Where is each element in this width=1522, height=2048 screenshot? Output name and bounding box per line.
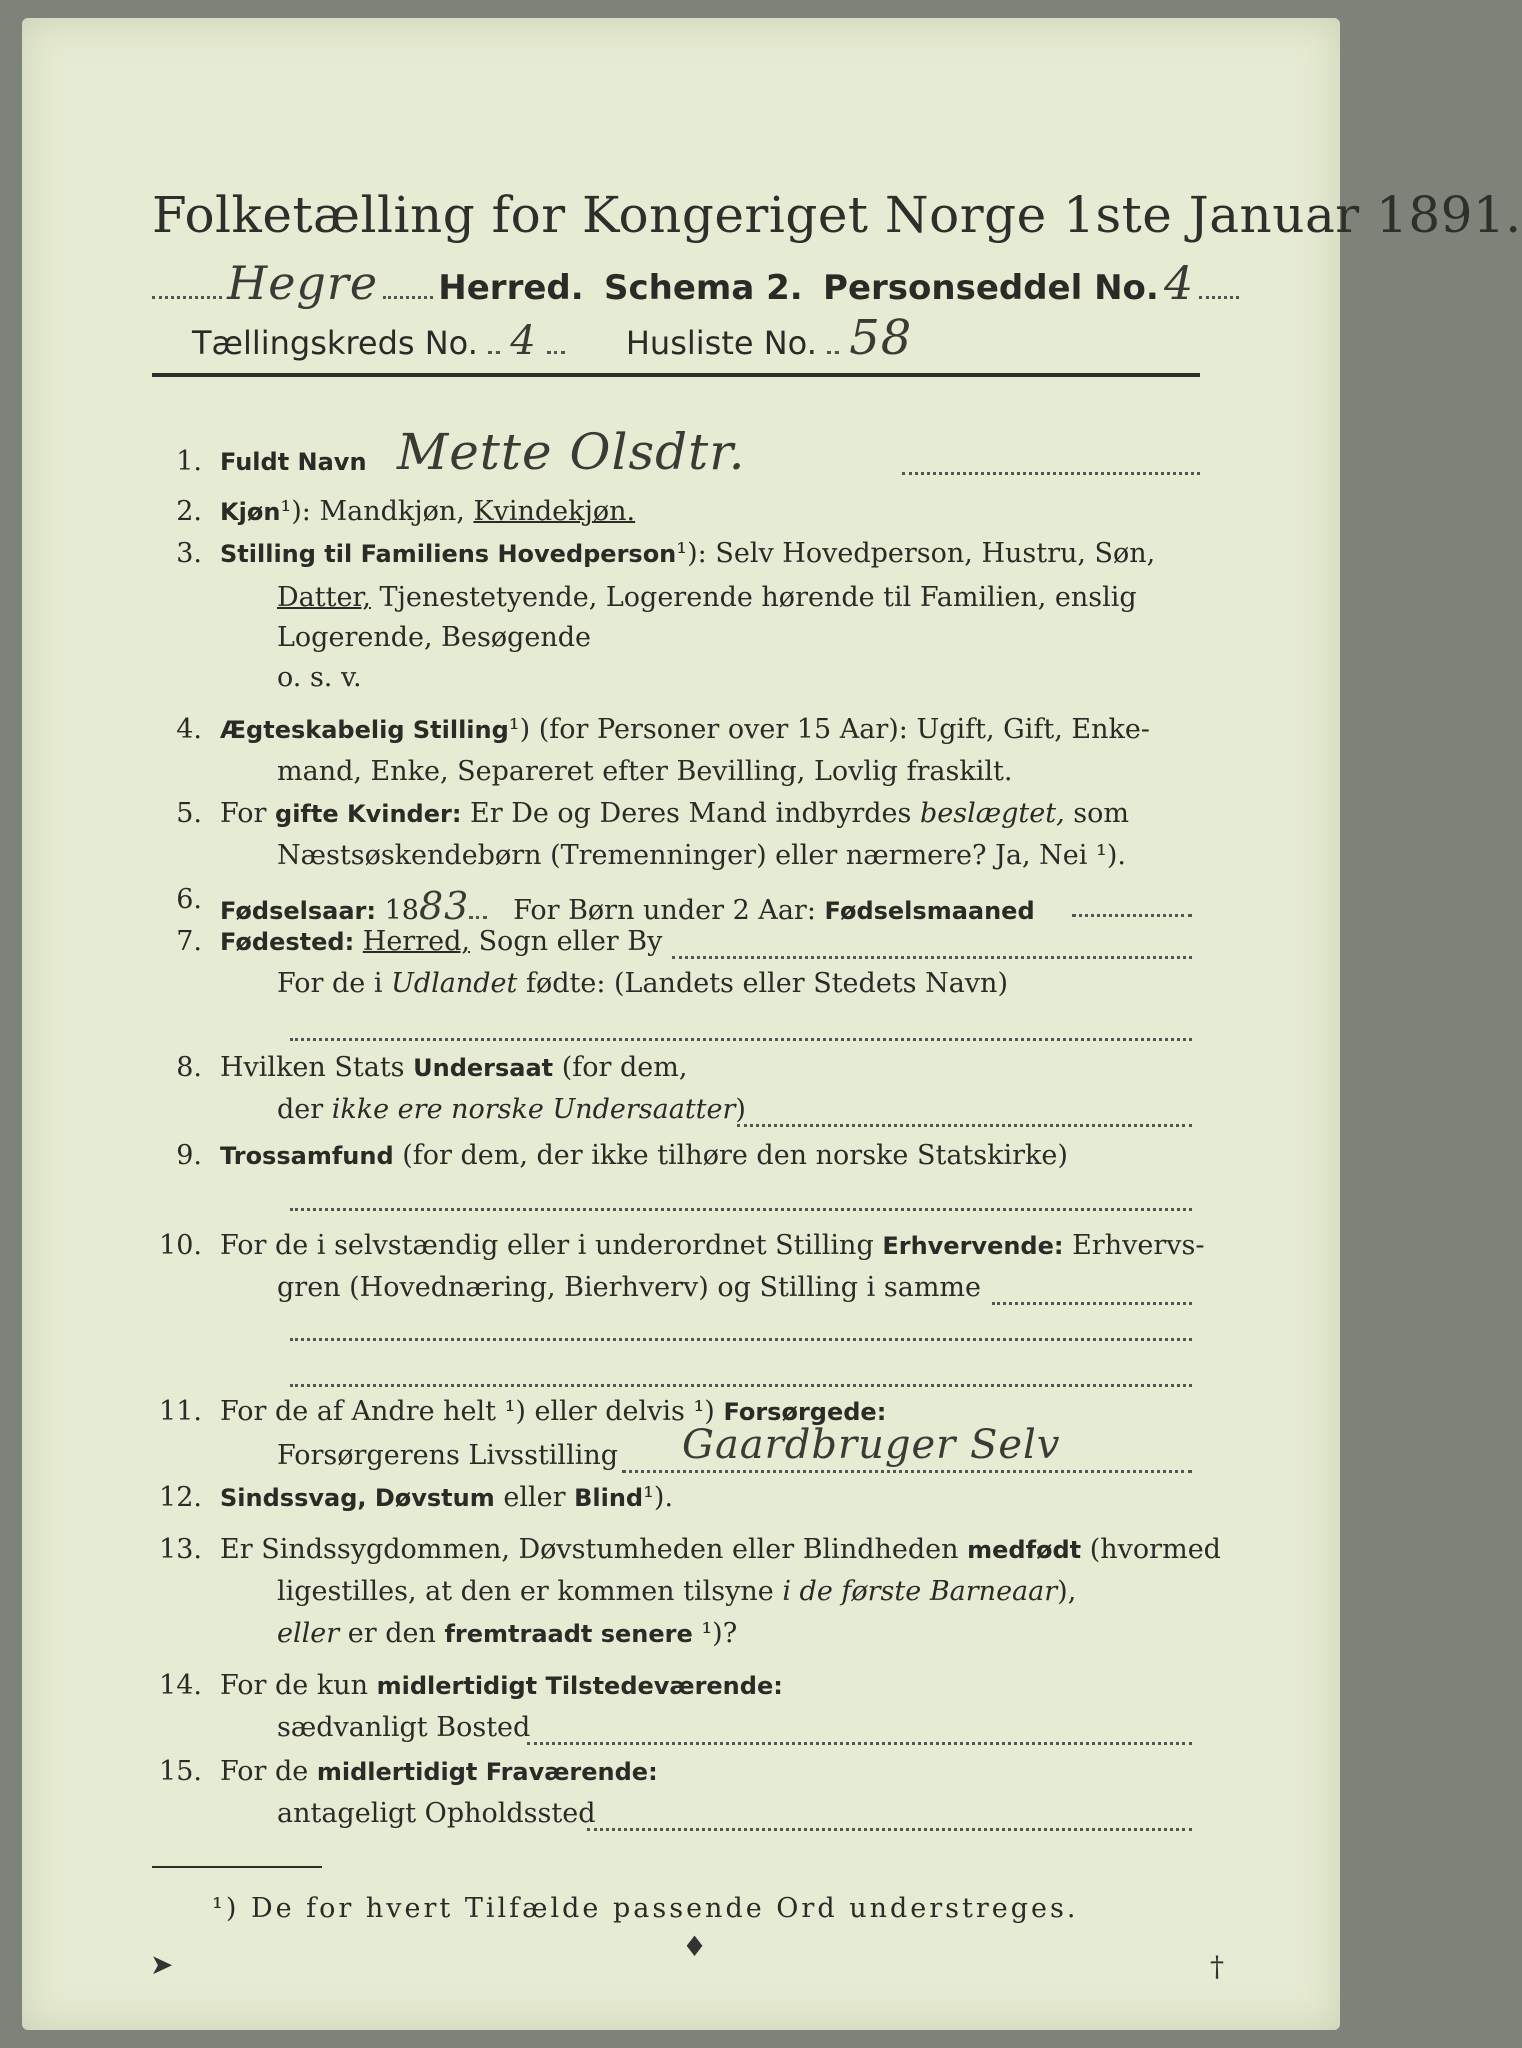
ink-mark-center: ♦ [682, 1930, 708, 1963]
q3-line2: Tjenestetyende, Logerende hørende til Familien, enslig [379, 582, 1137, 613]
q11-answer-handwritten: Gaardbruger Selv [682, 1422, 1061, 1468]
q5-line1c: som [1073, 798, 1129, 829]
q10-dotted-line-3 [290, 1384, 1192, 1387]
footnote: ¹) De for hvert Tilfælde passende Ord understreges. [212, 1893, 1079, 1924]
q6-number: 6. [176, 884, 202, 915]
q2-option-kvindekjon: Kvindekjøn. [473, 496, 636, 527]
form-title: Folketælling for Kongeriget Norge 1ste Januar 1891. [152, 186, 1522, 244]
q11-number: 11. [159, 1396, 202, 1427]
q1-number: 1. [176, 446, 202, 477]
q2-note: ¹): [280, 496, 311, 527]
q7-label: Fødested: [220, 928, 355, 956]
q13-line1b: (hvormed [1089, 1534, 1221, 1565]
q6-mid: For Børn under 2 Aar: [513, 895, 816, 926]
q6-label2: Fødselsmaaned [824, 897, 1035, 925]
q13-line3a: eller [277, 1618, 340, 1649]
q11-line1a: For de af Andre helt ¹) eller delvis ¹) [220, 1396, 715, 1427]
q8-line2b: ikke ere norske Undersaatter [331, 1094, 736, 1125]
q8-line1b: (for dem, [561, 1052, 688, 1083]
q14-label: midlertidigt Tilstedeværende: [376, 1672, 783, 1700]
q10-dotted-line [992, 1302, 1192, 1305]
q6-label: Fødselsaar: [220, 897, 376, 925]
q7-option-herred: Herred, [362, 926, 470, 957]
q14-pre: For de kun [220, 1670, 368, 1701]
q12-label1: Sindssvag, Døvstum [220, 1484, 495, 1512]
q3-number: 3. [176, 538, 202, 569]
q13-line2c: ), [1057, 1576, 1077, 1607]
q13-line1a: Er Sindssygdommen, Døvstumheden eller Blindheden [220, 1534, 959, 1565]
q4-label: Ægteskabelig Stilling [220, 716, 509, 744]
q1-answer-handwritten: Mette Olsdtr. [397, 423, 746, 481]
ink-mark-right: † [1210, 1950, 1224, 1983]
q14-line2: sædvanligt Bosted [277, 1712, 531, 1743]
q1-dotted-line [902, 472, 1200, 475]
q3-line3: Logerende, Besøgende [277, 622, 591, 653]
q10-dotted-line-2 [290, 1338, 1192, 1341]
q5-pre: For [220, 798, 267, 829]
header-rule [152, 373, 1200, 377]
q11-line2: Forsørgerens Livsstilling [277, 1440, 619, 1471]
q12-note: ¹). [643, 1482, 674, 1513]
q9-line1: (for dem, der ikke tilhøre den norske Statskirke) [402, 1140, 1068, 1171]
q10-line1b: Erhvervs- [1072, 1230, 1205, 1261]
personseddel-number: 4 [1163, 256, 1195, 310]
q8-number: 8. [176, 1052, 202, 1083]
q13-line3c: ¹)? [701, 1618, 738, 1649]
q7-rest: Sogn eller By [478, 926, 663, 957]
q3-note: ¹): [676, 538, 707, 569]
q8-line2c: ) [735, 1094, 746, 1125]
q14-dotted-line [527, 1742, 1192, 1745]
q8-dotted-line [737, 1124, 1192, 1127]
ink-mark-left: ➤ [150, 1948, 174, 1981]
q5-line1a: Er De og Deres Mand indbyrdes [470, 798, 912, 829]
q10-line1a: For de i selvstændig eller i underordnet Stilling [220, 1230, 874, 1261]
herred-label: Herred. [438, 268, 584, 308]
kreds-label: Tællingskreds No. [192, 324, 478, 362]
q14-number: 14. [159, 1670, 202, 1701]
kreds-number: 4 [510, 318, 537, 364]
q5-line1b: beslægtet, [919, 798, 1065, 829]
q6-year-handwritten: 83 [418, 884, 470, 928]
kreds-line [192, 310, 912, 366]
q2-option-mandkjon: Mandkjøn, [319, 496, 465, 527]
q4-note: ¹) [508, 714, 531, 745]
q4-line2: mand, Enke, Separeret efter Bevilling, Lovlig fraskilt. [277, 756, 1013, 787]
q8-label: Undersaat [413, 1054, 554, 1082]
q15-line2: antageligt Opholdssted [277, 1798, 596, 1829]
q7-line2a: For de i [277, 968, 383, 999]
q15-number: 15. [159, 1756, 202, 1787]
q12-mid: eller [503, 1482, 566, 1513]
q13-label3: fremtraadt senere [444, 1620, 693, 1648]
q5-label: gifte Kvinder: [275, 800, 462, 828]
q5-line2: Næstsøskendebørn (Tremenninger) eller nærmere? Ja, Nei ¹). [277, 840, 1126, 871]
q15-pre: For de [220, 1756, 309, 1787]
q10-line2: gren (Hovednæring, Bierhverv) og Stilling i samme [277, 1272, 982, 1303]
q10-label: Erhvervende: [882, 1232, 1064, 1260]
q9-dotted-line [290, 1208, 1192, 1211]
schema-label: Schema 2. [604, 268, 803, 308]
q12-label2: Blind [574, 1484, 644, 1512]
q6-dotted-line [1072, 914, 1192, 917]
q13-line2b: i de første Barneaar [782, 1576, 1058, 1607]
q9-label: Trossamfund [220, 1142, 394, 1170]
q5-number: 5. [176, 798, 202, 829]
q15-dotted-line [587, 1828, 1192, 1831]
q2-number: 2. [176, 496, 202, 527]
q3-label: Stilling til Familiens Hovedperson [220, 540, 677, 568]
q9-number: 9. [176, 1140, 202, 1171]
q3-option-datter: Datter, [277, 582, 371, 613]
husliste-label: Husliste No. [625, 324, 817, 362]
personseddel-label: Personseddel No. [823, 268, 1159, 308]
herred-line [152, 256, 1239, 310]
footnote-rule [152, 1866, 322, 1868]
q13-number: 13. [159, 1534, 202, 1565]
q8-line2a: der [277, 1094, 324, 1125]
q11-dotted-line [622, 1470, 1192, 1473]
q7-dotted-line-2 [290, 1038, 1192, 1041]
q13-line3b: er den [347, 1618, 436, 1649]
q13-label: medfødt [967, 1536, 1082, 1564]
q12-number: 12. [159, 1482, 202, 1513]
census-form-sheet [22, 18, 1522, 2030]
q3-line4: o. s. v. [277, 662, 362, 693]
q10-number: 10. [159, 1230, 202, 1261]
q7-line2b: Udlandet [391, 968, 518, 999]
q4-number: 4. [176, 714, 202, 745]
q13-line2a: ligestilles, at den er kommen tilsyne [277, 1576, 774, 1607]
q7-dotted-line [672, 956, 1192, 959]
q1-label: Fuldt Navn [220, 448, 367, 476]
herred-name-handwritten: Hegre [227, 256, 379, 310]
husliste-number: 58 [849, 310, 913, 366]
q3-line1: Selv Hovedperson, Hustru, Søn, [715, 538, 1156, 569]
q4-line1: (for Personer over 15 Aar): Ugift, Gift, Enke- [538, 714, 1150, 745]
q11-label: Forsørgede: [723, 1398, 887, 1426]
q8-line1a: Hvilken Stats [220, 1052, 405, 1083]
q6-prefix: 18 [384, 895, 419, 926]
q2-label: Kjøn [220, 498, 281, 526]
q7-number: 7. [176, 926, 202, 957]
q7-line2c: fødte: (Landets eller Stedets Navn) [525, 968, 1008, 999]
q15-label: midlertidigt Fraværende: [316, 1758, 658, 1786]
